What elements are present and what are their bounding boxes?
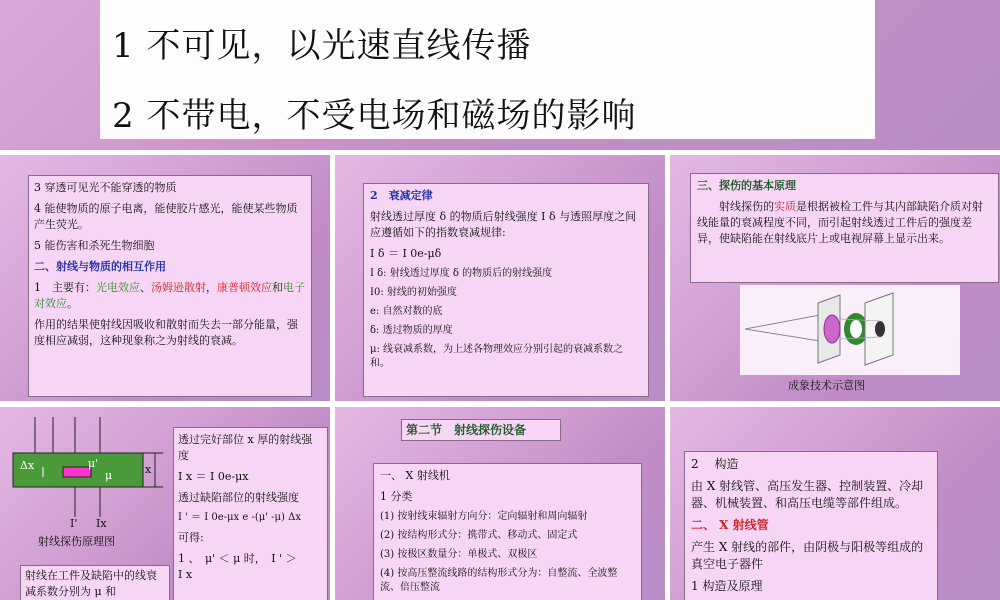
class-2: (2) 按结构形式分：携带式、移动式、固定式: [380, 530, 578, 541]
content-box: [28, 175, 312, 397]
imaging-diagram: [740, 285, 960, 375]
label-mu-prime: μ': [88, 457, 99, 470]
top-line-2: 2 不带电，不受电场和磁场的影响: [112, 96, 637, 136]
list-prefix: 1 主要有：: [34, 281, 96, 294]
effect-pair: 电子对效应: [34, 281, 305, 310]
diagram-caption: 射线探伤原理图: [38, 535, 115, 548]
text-case-1: 1 、 μ' ＜ μ 时， I ' ＞: [178, 552, 297, 565]
slide-panel-5[interactable]: [335, 407, 665, 600]
content-box: [363, 183, 649, 397]
class-1: (1) 按射线束辐射方向分：定向辐射和周向辐射: [380, 511, 588, 522]
text-intact: 透过完好部位 x 厚的射线强度: [178, 433, 313, 462]
class-3: (3) 按极区数量分：单极式、双极区: [380, 549, 538, 560]
def-5: μ: 线衰减系数，为上述各物理效应分别引起的衰减系数之和。: [370, 344, 624, 369]
def-4: δ: 透过物质的厚度: [370, 325, 453, 336]
decay-formula: I δ ＝ I 0e-μδ: [370, 247, 442, 260]
top-text-box: [100, 0, 875, 139]
label-ix: Ix: [96, 517, 107, 530]
text-xray-tube: 产生 X 射线的部件，由阴极与阳极等组成的真空电子器件: [691, 540, 924, 571]
class-4: (4) 按高压整流线路的结构形式分为：自整流、全波整流、倍压整流: [380, 568, 618, 593]
label-x: x: [145, 463, 152, 476]
effect-photoelectric: 光电效应: [96, 281, 140, 294]
item-5: 5 能伤害和杀死生物细胞: [34, 239, 155, 252]
section-heading: 二、射线与物质的相互作用: [34, 260, 166, 273]
content-box: [684, 451, 938, 600]
bottom-note-box: [20, 565, 170, 600]
label-mu: μ: [105, 469, 113, 482]
heading-structure: 2 构造: [691, 457, 739, 471]
section-title: 第二节 射线探伤设备: [401, 419, 561, 441]
label-i-prime: I': [70, 517, 78, 530]
def-1: I δ: 射线透过厚度 δ 的物质后的射线强度: [370, 268, 553, 279]
top-line-1: 1 不可见，以光速直线传播: [112, 26, 532, 66]
text-result: 可得:: [178, 531, 204, 544]
slide-panel-1[interactable]: [0, 155, 330, 401]
content-box: [373, 463, 642, 600]
text-structure: 由 X 射线管、高压发生器、控制装置、冷却器、机械装置、和高压电缆等部件组成。: [691, 479, 924, 510]
label-delta-x: Δx: [20, 459, 35, 472]
bottom-note: 射线在工件及缺陷中的线衰减系数分别为 μ 和: [25, 569, 157, 598]
text-construction: 1 构造及原理: [691, 579, 763, 593]
slide-panel-2[interactable]: [335, 155, 665, 401]
effect-thomson: 汤姆逊散射: [151, 281, 206, 294]
top-slide: [0, 0, 1000, 150]
effect-compton: 康普顿效应: [217, 281, 272, 294]
text-defect: 透过缺陷部位的射线强度: [178, 491, 299, 504]
formula-defect: I ' ＝ I 0e-μx e -(μ' -μ) Δx: [178, 512, 301, 523]
diagram-caption: 成象技术示意图: [788, 379, 865, 392]
slide-panel-6[interactable]: [670, 407, 1000, 600]
highlight-essence: 实质: [774, 200, 796, 213]
formula-box: [173, 427, 328, 600]
heading-xray-tube: 二、 X 射线管: [691, 518, 769, 532]
def-2: I0: 射线的初始强度: [370, 287, 457, 298]
heading-classification: 1 分类: [380, 490, 413, 503]
heading-xray-machine: 一、 X 射线机: [380, 469, 450, 482]
content-box: [690, 173, 999, 283]
intro-text: 射线透过厚度 δ 的物质后射线强度 I δ 与透照厚度之间应遵循如下的指数衰减规律:: [370, 210, 637, 239]
slide-panel-4[interactable]: [0, 407, 330, 600]
item-3: 3 穿透可见光不能穿透的物质: [34, 181, 177, 194]
formula-intact: I x ＝ I 0e-μx: [178, 470, 249, 483]
def-3: e: 自然对数的底: [370, 306, 443, 317]
result-text: 作用的结果使射线因吸收和散射而失去一部分能量，强度相应减弱，这种现象称之为射线的衰减。: [34, 318, 298, 347]
slide-panel-3[interactable]: [670, 155, 1000, 401]
text-case-1b: I x: [178, 568, 193, 581]
item-4: 4 能使物质的原子电离，能使胶片感光，能使某些物质产生荧光。: [34, 202, 298, 231]
interaction-list: 1 主要有：光电效应、汤姆逊散射，康普顿效应和电子对效应。: [34, 281, 305, 310]
section-heading: 三、探伤的基本原理: [697, 179, 796, 192]
section-heading: 2 衰减定律: [370, 189, 433, 202]
principle-text: 射线探伤的实质是根据被检工件与其内部缺陷介质对射线能量的衰减程度不同，而引起射线透过工件后的强度差异，使缺陷能在射线底片上或电视屏幕上显示出来。: [697, 200, 983, 245]
